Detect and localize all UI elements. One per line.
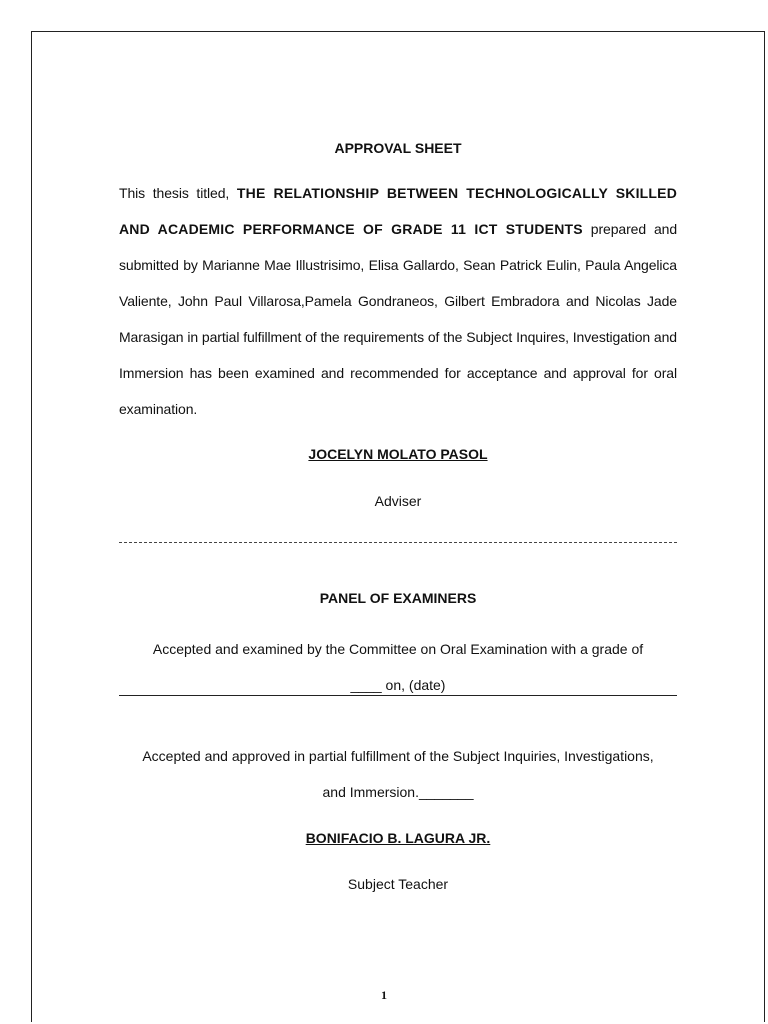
intro-lead: This thesis titled, xyxy=(119,185,230,201)
thesis-title-line1: THE RELATIONSHIP BETWEEN TECHNOLOGICALLY xyxy=(236,185,608,201)
teacher-name: BONIFACIO B. LAGURA JR. xyxy=(305,830,491,846)
approval-statement-line1: Accepted and approved in partial fulfillment of the Subject Inquiries, Investigations, xyxy=(142,748,654,764)
section-divider xyxy=(119,542,677,543)
page-number: 1 xyxy=(381,988,387,1002)
grade-rule xyxy=(119,695,677,696)
intro-body: prepared and submitted by Marianne Mae Illustrisimo, Elisa Gallardo, Sean Patrick Eulin, Paula Angelica Valiente, John Paul Villarosa,Pamela Gondraneos, Gilbert Embradora and Nicolas Jade Marasigan in partial fulfillment of the requirements of the Subject Inquires, Investigation and Immersion has been examined and recommended for acceptance and approval for oral examination. xyxy=(119,221,678,417)
approval-statement-line2: and Immersion._______ xyxy=(322,784,474,800)
adviser-name: JOCELYN MOLATO PASOL xyxy=(308,446,488,462)
teacher-role: Subject Teacher xyxy=(347,876,449,892)
panel-heading: PANEL OF EXAMINERS xyxy=(319,590,477,606)
adviser-role: Adviser xyxy=(374,493,422,509)
intro-paragraph xyxy=(119,175,677,427)
panel-statement-line2: ____ on, (date) xyxy=(350,677,446,693)
panel-statement-line1: Accepted and examined by the Committee on Oral Examination with a grade of xyxy=(152,641,644,657)
page-title: APPROVAL SHEET xyxy=(334,140,462,156)
thesis-title-line2: SKILLED AND ACADEMIC PERFORMANCE OF GRADE 11 ICT STUDENTS xyxy=(119,185,678,237)
